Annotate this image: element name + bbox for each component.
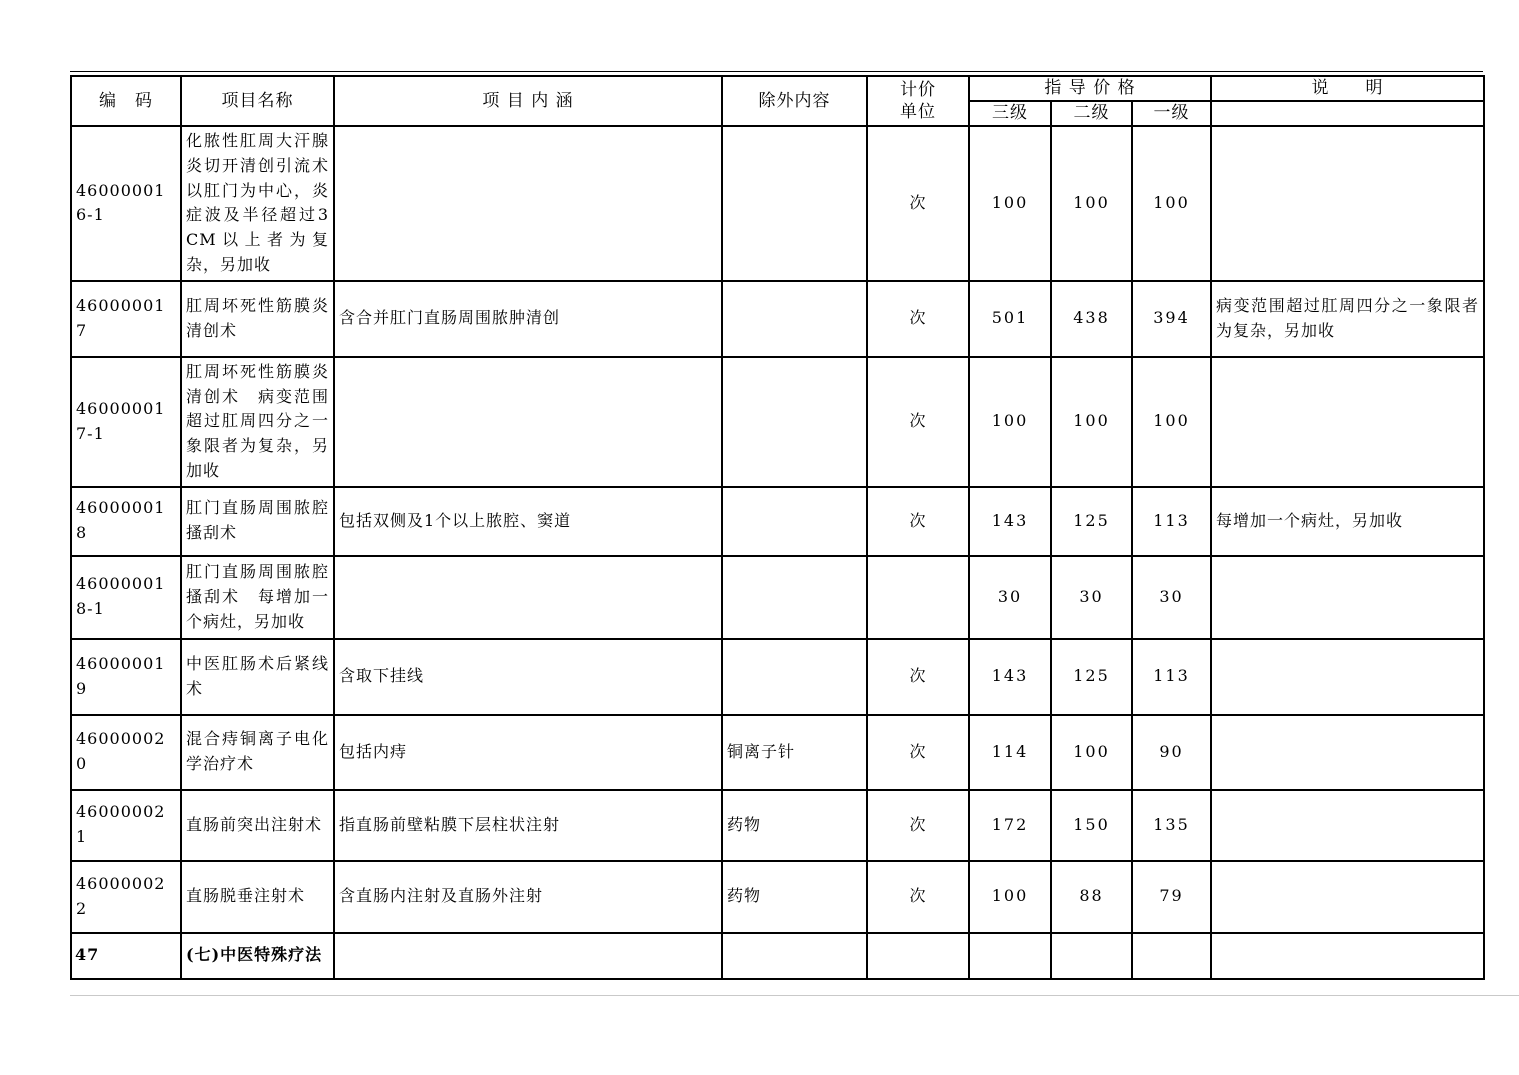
medical-price-table <box>70 75 1485 980</box>
cell-remark <box>1211 639 1484 715</box>
cell-price-level1: 79 <box>1132 861 1211 933</box>
cell-remark <box>1211 861 1484 933</box>
table-row <box>71 556 1484 639</box>
cell-code: 460000022 <box>71 861 181 933</box>
cell-price-level2: 150 <box>1051 790 1132 861</box>
cell-price-level2: 125 <box>1051 487 1132 556</box>
cell-price-level3 <box>969 933 1051 979</box>
cell-content: 指直肠前壁粘膜下层柱状注射 <box>334 790 722 861</box>
cell-excluded <box>722 639 867 715</box>
cell-unit: 次 <box>867 715 969 790</box>
cell-excluded <box>722 933 867 979</box>
cell-code: 460000016-1 <box>71 126 181 281</box>
cell-excluded <box>722 487 867 556</box>
cell-code: 460000019 <box>71 639 181 715</box>
cell-excluded: 药物 <box>722 790 867 861</box>
bottom-gridline <box>70 995 1519 996</box>
col-header-level1: 一级 <box>1132 101 1211 126</box>
cell-name: 直肠前突出注射术 <box>181 790 334 861</box>
cell-price-level2 <box>1051 933 1132 979</box>
cell-remark: 每增加一个病灶，另加收 <box>1211 487 1484 556</box>
cell-code: 460000020 <box>71 715 181 790</box>
cell-code: 47 <box>71 933 181 979</box>
cell-code: 460000017-1 <box>71 357 181 487</box>
cell-remark <box>1211 357 1484 487</box>
cell-excluded <box>722 281 867 357</box>
cell-unit <box>867 556 969 639</box>
cell-price-level2: 100 <box>1051 715 1132 790</box>
col-header-name: 项目名称 <box>181 76 334 126</box>
table-row <box>71 126 1484 281</box>
cell-content <box>334 357 722 487</box>
cell-remark <box>1211 556 1484 639</box>
cell-name: (七)中医特殊疗法 <box>181 933 334 979</box>
cell-price-level2: 100 <box>1051 357 1132 487</box>
cell-name: 肛周坏死性筋膜炎清创术 病变范围超过肛周四分之一象限者为复杂，另加收 <box>181 357 334 487</box>
cell-price-level2: 30 <box>1051 556 1132 639</box>
col-header-unit-line2: 单位 <box>900 102 936 122</box>
cell-price-level3: 100 <box>969 357 1051 487</box>
cell-code: 460000018 <box>71 487 181 556</box>
cell-price-level2: 100 <box>1051 126 1132 281</box>
cell-excluded <box>722 357 867 487</box>
cell-name: 肛门直肠周围脓腔搔刮术 每增加一个病灶，另加收 <box>181 556 334 639</box>
cell-remark <box>1211 126 1484 281</box>
cell-excluded: 药物 <box>722 861 867 933</box>
col-header-code: 编 码 <box>71 76 181 126</box>
cell-unit <box>867 933 969 979</box>
cell-price-level2: 125 <box>1051 639 1132 715</box>
table-row <box>71 639 1484 715</box>
cell-unit: 次 <box>867 487 969 556</box>
cell-code: 460000017 <box>71 281 181 357</box>
cell-price-level1: 135 <box>1132 790 1211 861</box>
col-header-unit-line1: 计价 <box>900 79 936 100</box>
col-header-excluded: 除外内容 <box>722 76 867 126</box>
cell-content: 含取下挂线 <box>334 639 722 715</box>
cell-price-level3: 143 <box>969 639 1051 715</box>
col-header-remark: 说 明 <box>1211 76 1484 101</box>
cell-content: 含直肠内注射及直肠外注射 <box>334 861 722 933</box>
cell-name: 化脓性肛周大汗腺炎切开清创引流术以肛门为中心，炎症波及半径超过3CM以上者为复杂，另加收 <box>181 126 334 281</box>
cell-price-level1: 113 <box>1132 487 1211 556</box>
table-row <box>71 861 1484 933</box>
cell-excluded <box>722 126 867 281</box>
cell-price-level3: 100 <box>969 126 1051 281</box>
cell-price-level1: 100 <box>1132 357 1211 487</box>
cell-name: 肛周坏死性筋膜炎清创术 <box>181 281 334 357</box>
cell-unit: 次 <box>867 790 969 861</box>
cell-unit: 次 <box>867 639 969 715</box>
col-header-level2: 二级 <box>1051 101 1132 126</box>
cell-price-level1: 30 <box>1132 556 1211 639</box>
cell-name: 肛门直肠周围脓腔搔刮术 <box>181 487 334 556</box>
cell-content <box>334 556 722 639</box>
cell-remark <box>1211 790 1484 861</box>
cell-unit: 次 <box>867 281 969 357</box>
cell-content: 含合并肛门直肠周围脓肿清创 <box>334 281 722 357</box>
cell-remark <box>1211 715 1484 790</box>
cell-price-level2: 88 <box>1051 861 1132 933</box>
cell-name: 混合痔铜离子电化学治疗术 <box>181 715 334 790</box>
cell-excluded <box>722 556 867 639</box>
col-header-content: 项 目 内 涵 <box>334 76 722 126</box>
cell-price-level3: 30 <box>969 556 1051 639</box>
cell-content: 包括内痔 <box>334 715 722 790</box>
cell-name: 中医肛肠术后紧线术 <box>181 639 334 715</box>
table-row <box>71 281 1484 357</box>
cell-price-level3: 100 <box>969 861 1051 933</box>
col-header-level3: 三级 <box>969 101 1051 126</box>
cell-unit: 次 <box>867 861 969 933</box>
cell-price-level3: 143 <box>969 487 1051 556</box>
cell-code: 460000021 <box>71 790 181 861</box>
cell-excluded: 铜离子针 <box>722 715 867 790</box>
cell-price-level3: 114 <box>969 715 1051 790</box>
header-row-1 <box>71 76 1484 101</box>
cell-price-level1: 113 <box>1132 639 1211 715</box>
cell-price-level1: 394 <box>1132 281 1211 357</box>
cell-remark <box>1211 933 1484 979</box>
cell-remark: 病变范围超过肛周四分之一象限者为复杂，另加收 <box>1211 281 1484 357</box>
table-row <box>71 357 1484 487</box>
table-row <box>71 790 1484 861</box>
cell-price-level2: 438 <box>1051 281 1132 357</box>
cell-price-level1: 100 <box>1132 126 1211 281</box>
col-header-price-group: 指 导 价 格 <box>969 76 1211 101</box>
cell-code: 460000018-1 <box>71 556 181 639</box>
table-row <box>71 487 1484 556</box>
cell-name: 直肠脱垂注射术 <box>181 861 334 933</box>
cell-content <box>334 933 722 979</box>
cell-price-level3: 172 <box>969 790 1051 861</box>
col-header-remark-sub <box>1211 101 1484 126</box>
table-row <box>71 933 1484 979</box>
col-header-unit <box>867 76 969 126</box>
cell-content: 包括双侧及1个以上脓腔、窦道 <box>334 487 722 556</box>
table-row <box>71 715 1484 790</box>
cell-unit: 次 <box>867 126 969 281</box>
top-gridline <box>70 71 1483 72</box>
cell-price-level1 <box>1132 933 1211 979</box>
cell-content <box>334 126 722 281</box>
cell-unit: 次 <box>867 357 969 487</box>
cell-price-level1: 90 <box>1132 715 1211 790</box>
cell-price-level3: 501 <box>969 281 1051 357</box>
